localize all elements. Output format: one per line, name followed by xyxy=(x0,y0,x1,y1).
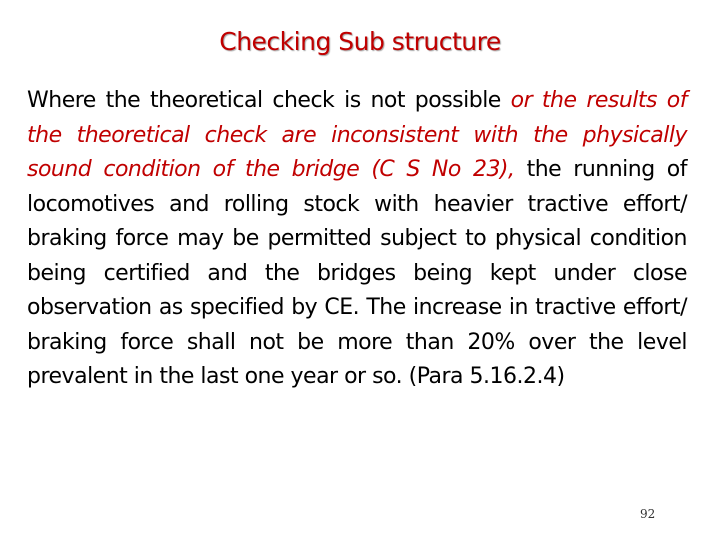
page-number: 92 xyxy=(640,507,656,521)
body-paragraph xyxy=(27,84,687,395)
body-text-emphasis: or the results of the theoretical check are inconsistent with the physically sound condition of the bridge (C S No 23), xyxy=(27,88,688,182)
body-text-normal-end: the running of locomotives and rolling stock with heavier tractive effort/ braking force may be permitted subject to physical condition being certified and the bridges being kept under close observation as specified by CE. The increase in tractive effort/ braking force shall not be more than 20% over the level prevalent in the last one year or so. (Para 5.16.2.4) xyxy=(27,157,687,389)
body-text-normal-start: Where the theoretical check is not possible xyxy=(27,88,511,113)
slide-title: Checking Sub structure xyxy=(219,27,501,56)
